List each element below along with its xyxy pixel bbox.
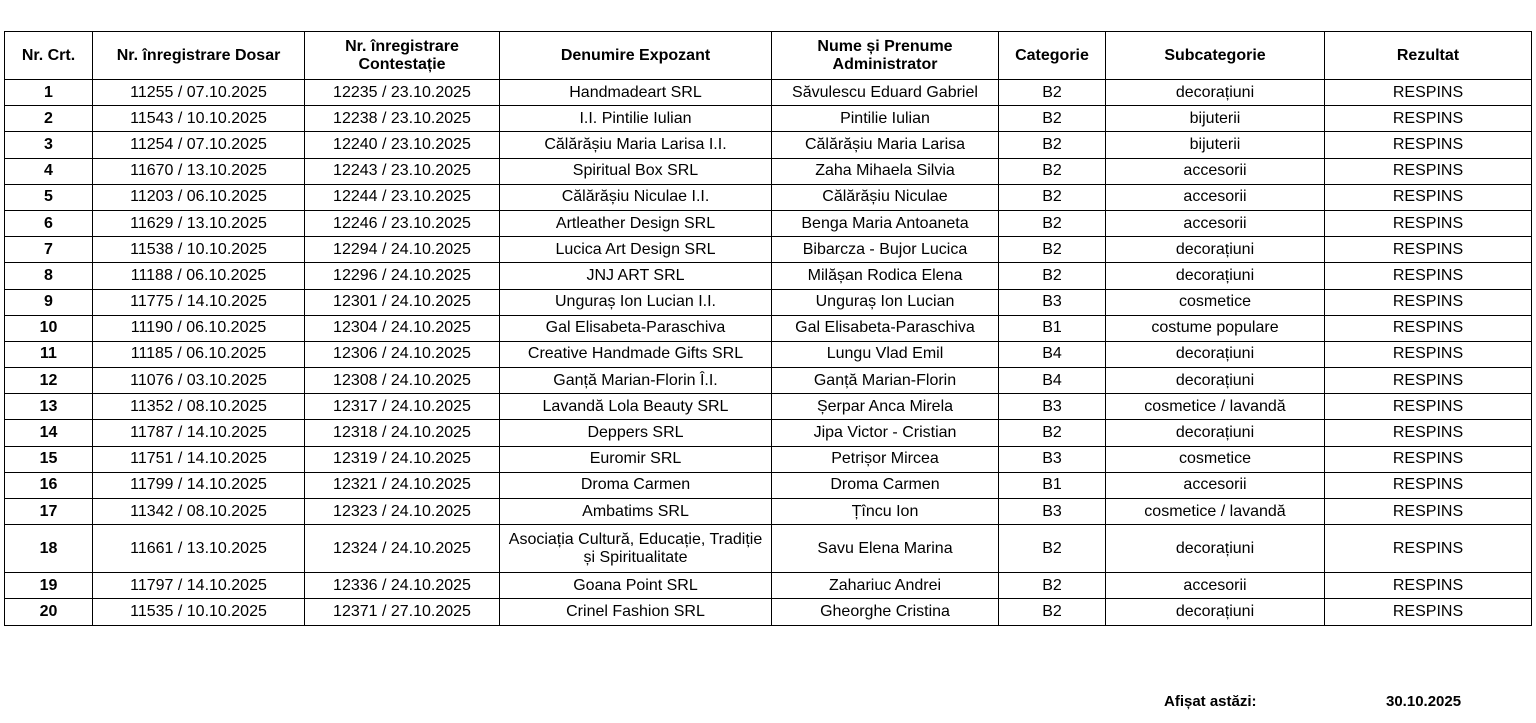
- cell-subcategorie: decorațiuni: [1106, 368, 1325, 394]
- cell-expozant: Ambatims SRL: [500, 499, 772, 525]
- cell-dosar: 11661 / 13.10.2025: [93, 525, 305, 573]
- cell-administrator: Milășan Rodica Elena: [772, 263, 999, 289]
- cell-rezultat: RESPINS: [1325, 132, 1532, 158]
- cell-expozant: Unguraș Ion Lucian I.I.: [500, 289, 772, 315]
- cell-administrator: Benga Maria Antoaneta: [772, 210, 999, 236]
- cell-dosar: 11670 / 13.10.2025: [93, 158, 305, 184]
- table-row: [5, 368, 1532, 394]
- cell-dosar: 11185 / 06.10.2025: [93, 341, 305, 367]
- cell-nr: 12: [5, 368, 93, 394]
- cell-contestatie: 12324 / 24.10.2025: [305, 525, 500, 573]
- cell-nr: 7: [5, 237, 93, 263]
- cell-nr: 14: [5, 420, 93, 446]
- cell-expozant: I.I. Pintilie Iulian: [500, 106, 772, 132]
- cell-subcategorie: accesorii: [1106, 184, 1325, 210]
- cell-nr: 9: [5, 289, 93, 315]
- cell-administrator: Petrișor Mircea: [772, 446, 999, 472]
- cell-administrator: Zaha Mihaela Silvia: [772, 158, 999, 184]
- cell-categorie: B4: [999, 368, 1106, 394]
- cell-rezultat: RESPINS: [1325, 80, 1532, 106]
- cell-administrator: Unguraș Ion Lucian: [772, 289, 999, 315]
- cell-expozant: Handmadeart SRL: [500, 80, 772, 106]
- cell-contestatie: 12308 / 24.10.2025: [305, 368, 500, 394]
- cell-dosar: 11751 / 14.10.2025: [93, 446, 305, 472]
- cell-expozant: Spiritual Box SRL: [500, 158, 772, 184]
- cell-expozant: Asociația Cultură, Educație, Tradiție și Spiritualitate: [500, 525, 772, 573]
- cell-categorie: B2: [999, 525, 1106, 573]
- cell-contestatie: 12304 / 24.10.2025: [305, 315, 500, 341]
- cell-categorie: B3: [999, 499, 1106, 525]
- cell-categorie: B3: [999, 394, 1106, 420]
- cell-subcategorie: cosmetice / lavandă: [1106, 394, 1325, 420]
- cell-administrator: Șerpar Anca Mirela: [772, 394, 999, 420]
- table-row: [5, 132, 1532, 158]
- cell-categorie: B1: [999, 315, 1106, 341]
- cell-rezultat: RESPINS: [1325, 420, 1532, 446]
- cell-dosar: 11203 / 06.10.2025: [93, 184, 305, 210]
- cell-dosar: 11775 / 14.10.2025: [93, 289, 305, 315]
- cell-rezultat: RESPINS: [1325, 237, 1532, 263]
- cell-expozant: Crinel Fashion SRL: [500, 599, 772, 625]
- table-row: [5, 80, 1532, 106]
- table-row: [5, 394, 1532, 420]
- cell-contestatie: 12246 / 23.10.2025: [305, 210, 500, 236]
- header-subcategorie: Subcategorie: [1106, 32, 1325, 80]
- cell-rezultat: RESPINS: [1325, 158, 1532, 184]
- cell-dosar: 11787 / 14.10.2025: [93, 420, 305, 446]
- cell-administrator: Droma Carmen: [772, 472, 999, 498]
- cell-subcategorie: accesorii: [1106, 158, 1325, 184]
- cell-subcategorie: decorațiuni: [1106, 420, 1325, 446]
- table-row: [5, 158, 1532, 184]
- cell-subcategorie: decorațiuni: [1106, 237, 1325, 263]
- header-categorie: Categorie: [999, 32, 1106, 80]
- cell-nr: 20: [5, 599, 93, 625]
- cell-rezultat: RESPINS: [1325, 368, 1532, 394]
- header-row: [5, 32, 1532, 80]
- cell-contestatie: 12244 / 23.10.2025: [305, 184, 500, 210]
- cell-subcategorie: accesorii: [1106, 210, 1325, 236]
- header-nr: Nr. Crt.: [5, 32, 93, 80]
- cell-dosar: 11254 / 07.10.2025: [93, 132, 305, 158]
- cell-expozant: Ganță Marian-Florin Î.I.: [500, 368, 772, 394]
- table-row: [5, 263, 1532, 289]
- cell-administrator: Ganță Marian-Florin: [772, 368, 999, 394]
- cell-rezultat: RESPINS: [1325, 184, 1532, 210]
- table-row: [5, 472, 1532, 498]
- cell-dosar: 11076 / 03.10.2025: [93, 368, 305, 394]
- header-administrator: Nume și Prenume Administrator: [772, 32, 999, 80]
- cell-nr: 6: [5, 210, 93, 236]
- table-row: [5, 341, 1532, 367]
- cell-administrator: Săvulescu Eduard Gabriel: [772, 80, 999, 106]
- cell-expozant: JNJ ART SRL: [500, 263, 772, 289]
- cell-rezultat: RESPINS: [1325, 263, 1532, 289]
- cell-expozant: Goana Point SRL: [500, 573, 772, 599]
- cell-administrator: Savu Elena Marina: [772, 525, 999, 573]
- cell-nr: 2: [5, 106, 93, 132]
- cell-administrator: Călărășiu Niculae: [772, 184, 999, 210]
- cell-administrator: Gheorghe Cristina: [772, 599, 999, 625]
- header-rezultat: Rezultat: [1325, 32, 1532, 80]
- cell-contestatie: 12317 / 24.10.2025: [305, 394, 500, 420]
- cell-categorie: B2: [999, 237, 1106, 263]
- cell-rezultat: RESPINS: [1325, 315, 1532, 341]
- cell-expozant: Deppers SRL: [500, 420, 772, 446]
- header-contestatie: Nr. înregistrare Contestație: [305, 32, 500, 80]
- cell-rezultat: RESPINS: [1325, 106, 1532, 132]
- cell-subcategorie: decorațiuni: [1106, 80, 1325, 106]
- cell-rezultat: RESPINS: [1325, 599, 1532, 625]
- table-row: [5, 289, 1532, 315]
- cell-contestatie: 12371 / 27.10.2025: [305, 599, 500, 625]
- cell-categorie: B2: [999, 599, 1106, 625]
- cell-categorie: B2: [999, 132, 1106, 158]
- cell-subcategorie: decorațiuni: [1106, 525, 1325, 573]
- cell-dosar: 11797 / 14.10.2025: [93, 573, 305, 599]
- table-row: [5, 315, 1532, 341]
- table-row: [5, 446, 1532, 472]
- cell-contestatie: 12319 / 24.10.2025: [305, 446, 500, 472]
- cell-subcategorie: decorațiuni: [1106, 263, 1325, 289]
- cell-nr: 19: [5, 573, 93, 599]
- cell-dosar: 11190 / 06.10.2025: [93, 315, 305, 341]
- cell-categorie: B2: [999, 263, 1106, 289]
- table-row: [5, 525, 1532, 573]
- cell-contestatie: 12336 / 24.10.2025: [305, 573, 500, 599]
- table-row: [5, 499, 1532, 525]
- table-row: [5, 599, 1532, 625]
- cell-categorie: B3: [999, 446, 1106, 472]
- cell-subcategorie: bijuterii: [1106, 132, 1325, 158]
- cell-expozant: Artleather Design SRL: [500, 210, 772, 236]
- cell-categorie: B2: [999, 106, 1106, 132]
- cell-subcategorie: costume populare: [1106, 315, 1325, 341]
- cell-contestatie: 12294 / 24.10.2025: [305, 237, 500, 263]
- cell-nr: 15: [5, 446, 93, 472]
- cell-dosar: 11543 / 10.10.2025: [93, 106, 305, 132]
- cell-administrator: Țîncu Ion: [772, 499, 999, 525]
- cell-dosar: 11535 / 10.10.2025: [93, 599, 305, 625]
- table-row: [5, 237, 1532, 263]
- cell-dosar: 11188 / 06.10.2025: [93, 263, 305, 289]
- cell-administrator: Călărășiu Maria Larisa: [772, 132, 999, 158]
- cell-expozant: Lucica Art Design SRL: [500, 237, 772, 263]
- cell-administrator: Bibarcza - Bujor Lucica: [772, 237, 999, 263]
- cell-nr: 18: [5, 525, 93, 573]
- cell-contestatie: 12318 / 24.10.2025: [305, 420, 500, 446]
- cell-dosar: 11342 / 08.10.2025: [93, 499, 305, 525]
- cell-expozant: Călărășiu Niculae I.I.: [500, 184, 772, 210]
- cell-expozant: Euromir SRL: [500, 446, 772, 472]
- cell-categorie: B2: [999, 184, 1106, 210]
- cell-expozant: Droma Carmen: [500, 472, 772, 498]
- table-row: [5, 573, 1532, 599]
- results-table: [4, 31, 1532, 626]
- cell-subcategorie: accesorii: [1106, 573, 1325, 599]
- cell-rezultat: RESPINS: [1325, 573, 1532, 599]
- cell-contestatie: 12238 / 23.10.2025: [305, 106, 500, 132]
- cell-categorie: B2: [999, 158, 1106, 184]
- cell-contestatie: 12235 / 23.10.2025: [305, 80, 500, 106]
- cell-categorie: B1: [999, 472, 1106, 498]
- cell-subcategorie: decorațiuni: [1106, 341, 1325, 367]
- cell-rezultat: RESPINS: [1325, 394, 1532, 420]
- cell-rezultat: RESPINS: [1325, 341, 1532, 367]
- cell-categorie: B2: [999, 210, 1106, 236]
- cell-categorie: B3: [999, 289, 1106, 315]
- cell-rezultat: RESPINS: [1325, 289, 1532, 315]
- cell-nr: 5: [5, 184, 93, 210]
- cell-administrator: Pintilie Iulian: [772, 106, 999, 132]
- cell-expozant: Lavandă Lola Beauty SRL: [500, 394, 772, 420]
- cell-subcategorie: accesorii: [1106, 472, 1325, 498]
- cell-administrator: Zahariuc Andrei: [772, 573, 999, 599]
- cell-nr: 4: [5, 158, 93, 184]
- cell-categorie: B2: [999, 420, 1106, 446]
- cell-contestatie: 12323 / 24.10.2025: [305, 499, 500, 525]
- cell-nr: 1: [5, 80, 93, 106]
- table-row: [5, 420, 1532, 446]
- cell-rezultat: RESPINS: [1325, 499, 1532, 525]
- header-expozant: Denumire Expozant: [500, 32, 772, 80]
- cell-dosar: 11538 / 10.10.2025: [93, 237, 305, 263]
- cell-rezultat: RESPINS: [1325, 210, 1532, 236]
- header-dosar: Nr. înregistrare Dosar: [93, 32, 305, 80]
- cell-expozant: Gal Elisabeta-Paraschiva: [500, 315, 772, 341]
- cell-nr: 8: [5, 263, 93, 289]
- cell-nr: 3: [5, 132, 93, 158]
- cell-rezultat: RESPINS: [1325, 446, 1532, 472]
- cell-expozant: Călărășiu Maria Larisa I.I.: [500, 132, 772, 158]
- cell-rezultat: RESPINS: [1325, 525, 1532, 573]
- cell-subcategorie: cosmetice: [1106, 446, 1325, 472]
- cell-dosar: 11255 / 07.10.2025: [93, 80, 305, 106]
- cell-administrator: Jipa Victor - Cristian: [772, 420, 999, 446]
- cell-categorie: B2: [999, 573, 1106, 599]
- table-row: [5, 106, 1532, 132]
- cell-categorie: B4: [999, 341, 1106, 367]
- cell-nr: 11: [5, 341, 93, 367]
- cell-contestatie: 12321 / 24.10.2025: [305, 472, 500, 498]
- cell-nr: 16: [5, 472, 93, 498]
- cell-categorie: B2: [999, 80, 1106, 106]
- cell-subcategorie: decorațiuni: [1106, 599, 1325, 625]
- cell-nr: 17: [5, 499, 93, 525]
- cell-nr: 10: [5, 315, 93, 341]
- posted-date: 30.10.2025: [1386, 693, 1462, 710]
- cell-subcategorie: cosmetice / lavandă: [1106, 499, 1325, 525]
- cell-subcategorie: bijuterii: [1106, 106, 1325, 132]
- cell-contestatie: 12240 / 23.10.2025: [305, 132, 500, 158]
- cell-dosar: 11799 / 14.10.2025: [93, 472, 305, 498]
- cell-subcategorie: cosmetice: [1106, 289, 1325, 315]
- cell-dosar: 11629 / 13.10.2025: [93, 210, 305, 236]
- cell-contestatie: 12306 / 24.10.2025: [305, 341, 500, 367]
- cell-contestatie: 12243 / 23.10.2025: [305, 158, 500, 184]
- cell-dosar: 11352 / 08.10.2025: [93, 394, 305, 420]
- cell-expozant: Creative Handmade Gifts SRL: [500, 341, 772, 367]
- posted-today-label: Afișat astăzi:: [1164, 693, 1257, 710]
- cell-nr: 13: [5, 394, 93, 420]
- table-row: [5, 184, 1532, 210]
- cell-rezultat: RESPINS: [1325, 472, 1532, 498]
- cell-administrator: Gal Elisabeta-Paraschiva: [772, 315, 999, 341]
- cell-contestatie: 12301 / 24.10.2025: [305, 289, 500, 315]
- cell-contestatie: 12296 / 24.10.2025: [305, 263, 500, 289]
- cell-administrator: Lungu Vlad Emil: [772, 341, 999, 367]
- table-row: [5, 210, 1532, 236]
